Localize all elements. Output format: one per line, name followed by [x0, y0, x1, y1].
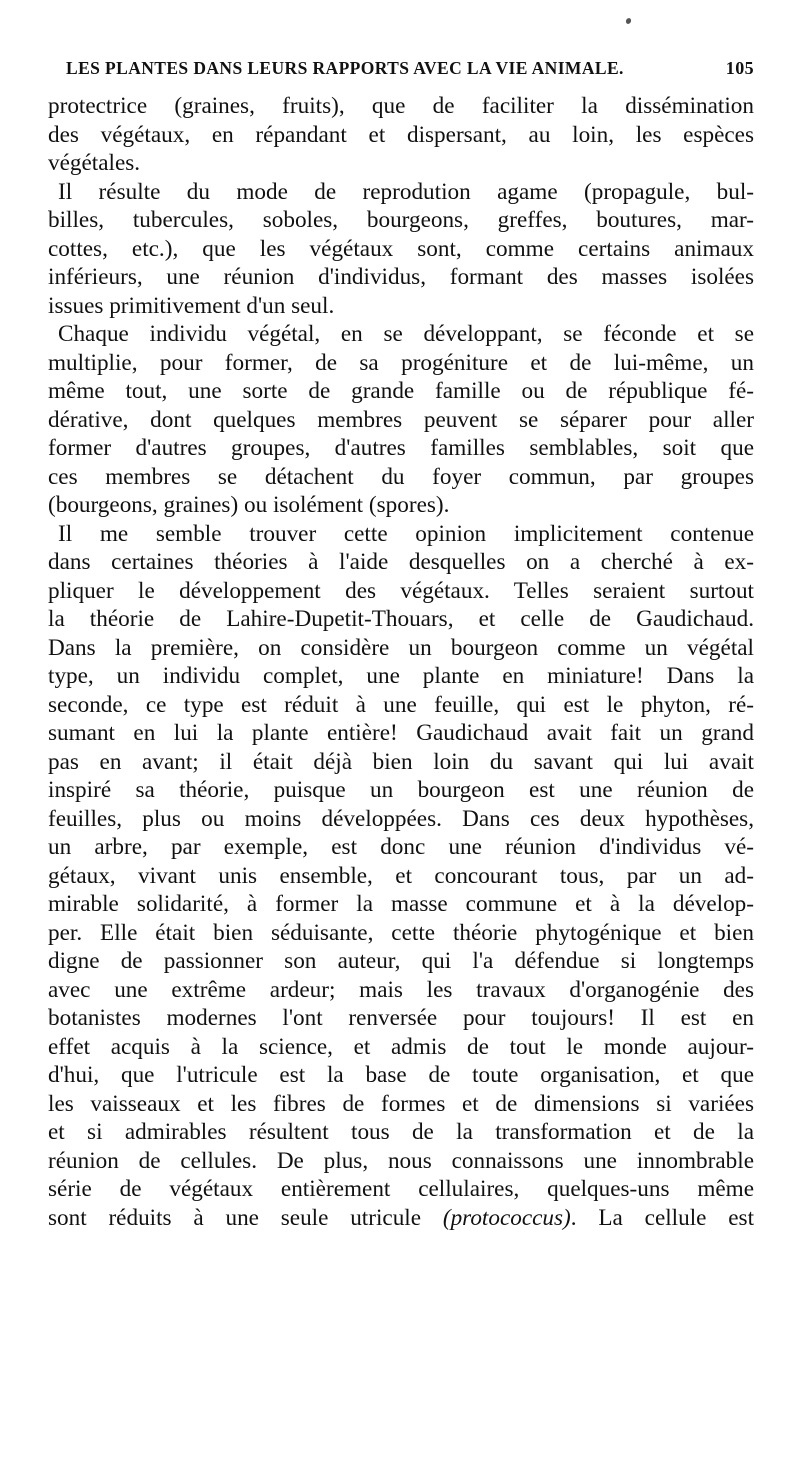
- text-line: Il me semble trouver cette opinion implicitement contenue: [58, 520, 754, 547]
- text-line: type, un individu complet, une plante en miniature! Dans la: [48, 663, 754, 689]
- text-line: issues primitivement d'un seul.: [48, 292, 335, 319]
- text-line: Dans la première, on considère un bourgeon comme un végétal: [48, 634, 754, 661]
- text-line: pliquer le développement des végétaux. Telles seraient surtout: [48, 577, 754, 604]
- text-line: former d'autres groupes, d'autres familles semblables, soit que: [48, 435, 754, 461]
- text-line: des végétaux, en répandant et dispersant, au loin, les espèces: [48, 121, 754, 148]
- text-line: cottes, etc.), que les végétaux sont, comme certains animaux: [48, 235, 754, 262]
- text-line: effet acquis à la science, et admis de tout le monde aujour-: [48, 1033, 754, 1060]
- body-text: [48, 92, 754, 1232]
- text-line: série de végétaux entièrement cellulaires, quelques-uns même: [48, 1176, 754, 1202]
- text-line: d'hui, que l'utricule est la base de toute organisation, et que: [48, 1062, 754, 1088]
- page-number: 105: [725, 58, 754, 78]
- text-segment: . La cellule est: [570, 1204, 755, 1231]
- text-line: sumant en lui la plante entière! Gaudichaud avait fait un grand: [48, 720, 754, 746]
- text-line: mirable solidarité, à former la masse commune et à la dévelop-: [48, 891, 754, 917]
- text-line: ces membres se détachent du foyer commun, par groupes: [48, 463, 754, 490]
- running-title: LES PLANTES DANS LEURS RAPPORTS AVEC LA VIE ANIMALE.: [66, 58, 624, 78]
- text-segment: sont réduits à une seule utricule: [48, 1204, 422, 1231]
- text-line: les vaisseaux et les fibres de formes et de dimensions si variées: [48, 1090, 754, 1117]
- text-line: seconde, ce type est réduit à une feuille, qui est le phyton, ré-: [48, 691, 754, 718]
- text-line: dérative, dont quelques membres peuvent se séparer pour aller: [48, 406, 754, 433]
- text-line: dans certaines théories à l'aide desquelles on a cherché à ex-: [48, 549, 754, 575]
- text-line: per. Elle était bien séduisante, cette théorie phytogénique et bien: [48, 919, 754, 946]
- text-line: végétales.: [48, 150, 141, 176]
- ink-speck: [625, 17, 632, 25]
- text-line: gétaux, vivant unis ensemble, et concourant tous, par un ad-: [48, 862, 754, 889]
- text-line: billes, tubercules, soboles, bourgeons, greffes, boutures, mar-: [48, 207, 754, 233]
- text-line: multiplie, pour former, de sa progéniture et de lui-même, un: [48, 349, 754, 376]
- text-line: un arbre, par exemple, est donc une réunion d'individus vé-: [48, 834, 754, 860]
- text-line: pas en avant; il était déjà bien loin du savant qui lui avait: [48, 748, 754, 775]
- text-line: même tout, une sorte de grande famille ou de république fé-: [48, 378, 754, 404]
- text-line: protectrice (graines, fruits), que de faciliter la dissémination: [48, 93, 754, 119]
- text-line: avec une extrême ardeur; mais les travaux d'organogénie des: [48, 976, 754, 1003]
- text-line: inférieurs, une réunion d'individus, formant des masses isolées: [48, 264, 754, 290]
- text-line: la théorie de Lahire-Dupetit-Thouars, et celle de Gaudichaud.: [48, 606, 754, 632]
- text-line: botanistes modernes l'ont renversée pour toujours! Il est en: [48, 1005, 754, 1031]
- text-line: digne de passionner son auteur, qui l'a défendue si longtemps: [48, 948, 754, 974]
- text-line-final: [48, 1204, 754, 1233]
- text-line: feuilles, plus ou moins développées. Dans ces deux hypothèses,: [48, 805, 754, 832]
- text-line: Il résulte du mode de reprodution agame (propagule, bul-: [58, 178, 754, 205]
- text-line: et si admirables résultent tous de la transformation et de la: [48, 1119, 754, 1145]
- text-line: réunion de cellules. De plus, nous connaissons une innombrable: [48, 1147, 754, 1174]
- text-line: (bourgeons, graines) ou isolément (spores).: [48, 492, 450, 518]
- running-head: [48, 58, 754, 88]
- italic-term: (protococcus): [442, 1204, 571, 1231]
- text-line: Chaque individu végétal, en se développant, se féconde et se: [58, 321, 754, 347]
- book-page: [48, 0, 754, 1471]
- text-line: inspiré sa théorie, puisque un bourgeon est une réunion de: [48, 777, 754, 803]
